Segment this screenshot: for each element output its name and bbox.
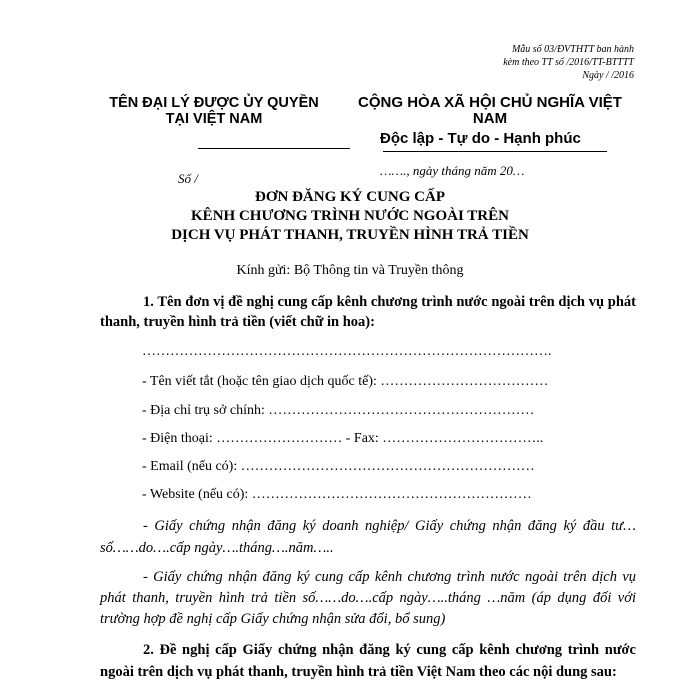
business-certificate-field: - Giấy chứng nhận đăng ký doanh nghiệp/ Giấy chứng nhận đăng ký đầu tư… số……do….cấp ngày….tháng….năm…..	[100, 518, 636, 556]
email-field: - Email (nếu có): ………………………………………………………	[142, 459, 535, 474]
motto-underline	[383, 151, 607, 152]
national-title: CỘNG HÒA XÃ HỘI CHỦ NGHĨA VIỆT NAM	[358, 94, 622, 127]
national-motto: Độc lập - Tự do - Hạnh phúc	[380, 130, 581, 147]
recipient-line: Kính gửi: Bộ Thông tin và Truyền thông	[236, 263, 464, 278]
abbreviation-field: - Tên viết tắt (hoặc tên giao dịch quốc tế): ………………………………	[142, 374, 549, 389]
section-2-heading: 2. Đề nghị cấp Giấy chứng nhận đăng ký cung cấp kênh chương trình nước ngoài trên dịch vụ phát thanh, truyền hình trả tiền Việt Nam theo các nội dung sau:	[100, 642, 636, 680]
phone-fax-field: - Điện thoại: ……………………… - Fax: ……………………………..	[142, 431, 544, 446]
channel-certificate-field: - Giấy chứng nhận đăng ký cung cấp kênh chương trình nước ngoài trên dịch vụ phát thanh, truyền hình trả tiền số……do….cấp ngày…..tháng …năm (áp dụng đối với trường hợp đề nghị cấp Giấy chứng nhận sửa đổi, bổ sung)	[100, 569, 636, 627]
issue-date-note: Ngày / /2016	[582, 70, 634, 81]
organization-name: TÊN ĐẠI LÝ ĐƯỢC ỦY QUYỀN TẠI VIỆT NAM	[109, 95, 319, 127]
date-line: ……., ngày tháng năm 20…	[380, 163, 525, 178]
website-field: - Website (nếu có): ……………………………………………………	[142, 487, 532, 502]
document-number: Số /	[178, 171, 198, 186]
unit-name-blank: …………………………………………………………………………….	[142, 344, 552, 359]
title-line-2: KÊNH CHƯƠNG TRÌNH NƯỚC NGOÀI TRÊN	[191, 208, 509, 224]
title-line-3: DỊCH VỤ PHÁT THANH, TRUYỀN HÌNH TRẢ TIỀN	[171, 227, 529, 243]
address-field: - Địa chỉ trụ sở chính: …………………………………………………	[142, 403, 535, 418]
section-1-heading: 1. Tên đơn vị đề nghị cung cấp kênh chương trình nước ngoài trên dịch vụ phát thanh, truyền hình trả tiền (viết chữ in hoa):	[100, 294, 636, 330]
title-line-1: ĐƠN ĐĂNG KÝ CUNG CẤP	[255, 189, 445, 205]
form-number-note: Mẫu số 03/ĐVTHTT ban hành	[511, 44, 634, 55]
organization-underline	[198, 148, 350, 149]
circular-reference-note: kèm theo TT số /2016/TT-BTTTT	[503, 57, 634, 68]
